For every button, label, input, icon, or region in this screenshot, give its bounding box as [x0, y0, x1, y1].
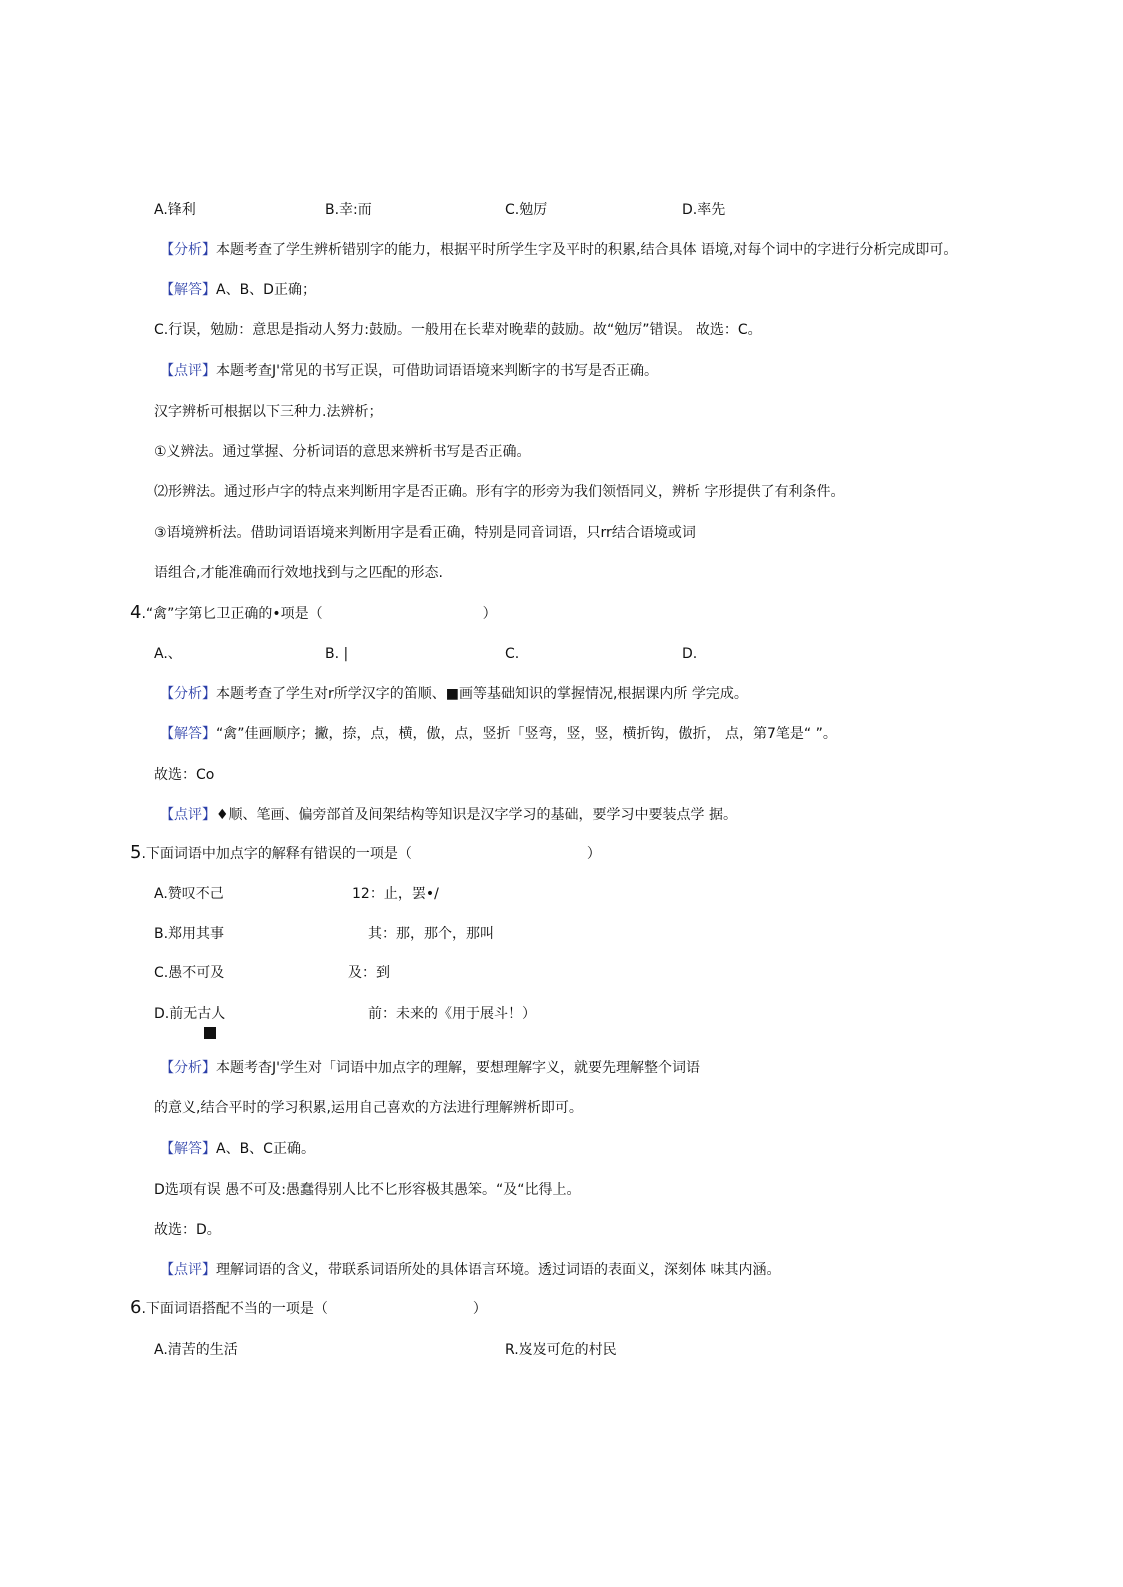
q4-option-c: C. — [505, 646, 520, 662]
method-intro: 汉字辨析可根据以下三种力.法辨析； — [154, 404, 383, 420]
question-text: .下面词语中加点字的解释有错误的一项是（ — [141, 846, 412, 862]
q5-comment — [160, 1260, 780, 1280]
q5-item-b-word: B.郑用其事 — [154, 926, 225, 942]
method-2: ⑵形辨法。通过形卢字的特点来判断用字是否正确。形有字的形旁为我们领悟同义，辨析 字形提供了有利条件。 — [154, 484, 845, 500]
analysis-text: 本题考查了学生辨析错别字的能力，根据平时所学生字及平时的积累,结合具体 语境,对每个词中的字进行分析完成即可。 — [216, 242, 958, 258]
q6-option-a: A.清苦的生活 — [154, 1342, 238, 1358]
q5-item-a-explanation: 12：止，罢•/ — [352, 886, 439, 902]
q3-option-c: C.勉厉 — [505, 202, 548, 218]
emphasis-dot-marker — [204, 1027, 216, 1039]
answer-text: “禽”佳画顺序；撇，捺，点，横，傲，点，竖折「竖弯，竖，竖，横折钩，傲折， 点，第7笔是“ ”。 — [216, 726, 837, 742]
method-1: ①义辨法。通过掌握、分析词语的意思来辨析书写是否正确。 — [154, 444, 531, 460]
q5-item-c-explanation: 及：到 — [348, 965, 390, 981]
q5-analysis-continued: 的意义,结合平时的学习积累,运用自己喜欢的方法进行理解辨析即可。 — [154, 1100, 583, 1116]
question-text: .下面词语搭配不当的一项是（ — [141, 1301, 328, 1317]
q5-answer — [160, 1139, 315, 1159]
question-number: 5 — [130, 842, 142, 863]
q3-analysis — [160, 240, 957, 260]
analysis-tag: 【分析】 — [160, 686, 216, 702]
q5-item-a-word: A.赞叹不己 — [154, 886, 224, 902]
answer-tag: 【解答】 — [160, 282, 216, 298]
comment-tag: 【点评】 — [160, 1262, 216, 1278]
question-close: ） — [586, 846, 601, 862]
q5-analysis — [160, 1058, 700, 1078]
answer-text: A、B、C正确。 — [216, 1141, 315, 1157]
q6-option-b: R.岌岌可危的村民 — [505, 1342, 617, 1358]
q6-stem — [130, 1298, 487, 1319]
comment-text: ♦顺、笔画、偏旁部首及间架结构等知识是汉字学习的基础，要学习中要装点学 据。 — [216, 807, 737, 823]
q3-option-b: B.幸:而 — [325, 202, 372, 218]
q4-choose: 故选：Co — [154, 767, 215, 783]
q3-option-d: D.率先 — [682, 202, 726, 218]
q3-answer — [160, 280, 316, 300]
question-close: ） — [472, 1301, 487, 1317]
analysis-tag: 【分析】 — [160, 242, 216, 258]
answer-text: A、B、D正确； — [216, 282, 316, 298]
q3-answer-detail: C.行误，勉励：意思是指动人努力:鼓励。一般用在长辈对晚辈的鼓励。故“勉厉”错误。 故选：C。 — [154, 322, 762, 338]
question-number: 6 — [130, 1297, 142, 1318]
q5-item-d-explanation: 前：未来的《用于展斗！） — [368, 1006, 536, 1022]
question-close: ） — [482, 606, 497, 622]
q5-answer-detail: D选项有误 愚不可及:愚蠢得别人比不匕形容极其愚笨。“及“比得上。 — [154, 1182, 581, 1198]
q3-option-a: A.锋利 — [154, 202, 196, 218]
q5-item-c-word: C.愚不可及 — [154, 965, 225, 981]
answer-tag: 【解答】 — [160, 726, 216, 742]
method-3: ③语境辨析法。借助词语语境来判断用字是看正确，特别是同音词语，只rr结合语境或词 — [154, 525, 696, 541]
analysis-text: 本题考杳J'学生对「词语中加点字的理解，要想理解字义，就要先理解整个词语 — [216, 1060, 700, 1076]
comment-tag: 【点评】 — [160, 807, 216, 823]
q4-option-a: A.、 — [154, 646, 182, 662]
q5-item-b-explanation: 其：那，那个，那叫 — [368, 926, 494, 942]
comment-tag: 【点评】 — [160, 363, 216, 379]
analysis-text: 本题考查了学生对r所学汉字的笛顺、■画等基础知识的掌握情况,根据课内所 学完成。 — [216, 686, 748, 702]
q4-stem — [130, 603, 497, 624]
q3-comment — [160, 361, 658, 381]
q4-option-d: D. — [682, 646, 698, 662]
question-number: 4 — [130, 602, 142, 623]
q5-item-d-word: D.前无古人 — [154, 1006, 226, 1022]
q4-answer — [160, 724, 837, 744]
q4-comment — [160, 805, 737, 825]
q5-stem — [130, 843, 601, 864]
question-text: .“禽”字第匕卫正确的•项是（ — [141, 606, 323, 622]
q4-option-b: B. | — [325, 646, 349, 662]
q5-choose: 故选：D。 — [154, 1222, 221, 1238]
answer-tag: 【解答】 — [160, 1141, 216, 1157]
method-3-continued: 语组合,才能准确而行效地找到与之匹配的形态. — [154, 565, 443, 581]
q4-analysis — [160, 684, 748, 704]
analysis-tag: 【分析】 — [160, 1060, 216, 1076]
comment-text: 本题考查J'常见的书写正误，可借助词语语境来判断字的书写是否正确。 — [216, 363, 658, 379]
comment-text: 理解词语的含义，带联系词语所处的具体语言环境。透过词语的表面义，深刻体 味其内涵。 — [216, 1262, 781, 1278]
